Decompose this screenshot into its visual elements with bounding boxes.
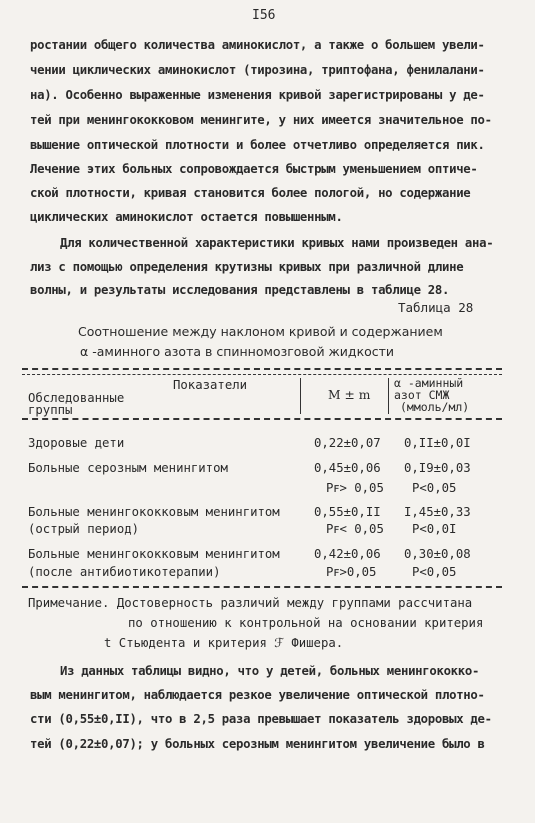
table-rule-bottom <box>22 586 502 588</box>
column-divider <box>388 378 389 414</box>
text-line: Лечение этих больных сопровождается быстрым уменьшением оптиче- <box>30 162 478 176</box>
text-line: Для количественной характеристики кривых нами произведен ана- <box>60 236 494 250</box>
table-row-mean: 0,55±0,II <box>314 505 381 519</box>
table-note: Примечание. Достоверность различий между группами рассчитана <box>28 596 473 610</box>
table-row-group: Здоровые дети <box>28 436 125 450</box>
table-row-mean: 0,22±0,07 <box>314 436 381 450</box>
text-line: волны, и результаты исследования представлены в таблице 28. <box>30 283 450 297</box>
text-line: сти (0,55±0,II), что в 2,5 раза превышает показатель здоровых де- <box>30 712 492 726</box>
header-azot: α -аминный <box>394 376 464 390</box>
table-note: t Стьюдента и критерия ℱ Фишера. <box>104 636 344 650</box>
table-label: Таблица 28 <box>398 300 474 315</box>
text-line: ростании общего количества аминокислот, а также о большем увели- <box>30 38 485 52</box>
text-line: вышение оптической плотности и более отчетливо определяется пик. <box>30 138 485 152</box>
table-row-p: P<0,0I <box>412 522 457 536</box>
table-row-azot: 0,I9±0,03 <box>404 461 471 475</box>
text-line: тей (0,22±0,07); у больных серозным менингитом увеличение было в <box>30 737 485 751</box>
table-row-azot: 0,II±0,0I <box>404 436 471 450</box>
table-row-group: Больные серозным менингитом <box>28 461 228 475</box>
table-row-p: Pꜰ> 0,05 <box>326 481 384 495</box>
header-mean: M ± m <box>328 388 371 402</box>
text-line: Из данных таблицы видно, что у детей, больных менингококко- <box>60 664 480 678</box>
table-row-p: P<0,05 <box>412 565 457 579</box>
table-title: α -аминного азота в спинномозговой жидкости <box>80 344 395 359</box>
header-groups: Обследованные <box>28 391 125 405</box>
text-line: вым менингитом, наблюдается резкое увеличение оптической плотно- <box>30 688 485 702</box>
table-title: Соотношение между наклоном кривой и содержанием <box>78 324 443 339</box>
text-line: ской плотности, кривая становится более пологой, но содержание <box>30 186 471 200</box>
text-line: лиз с помощью определения крутизны кривых при различной длине <box>30 260 464 274</box>
table-row-p: Pꜰ< 0,05 <box>326 522 384 536</box>
table-row-group: (после антибиотикотерапии) <box>28 565 221 579</box>
header-rule-top-2 <box>22 374 502 375</box>
table-row-group: (острый период) <box>28 522 140 536</box>
header-azot: (ммоль/мл) <box>400 400 470 414</box>
table-row-p: Pꜰ>0,05 <box>326 565 377 579</box>
header-azot: азот СМЖ <box>394 388 450 402</box>
header-indicators: Показатели <box>173 378 248 392</box>
table-row-p: P<0,05 <box>412 481 457 495</box>
text-line: чении циклических аминокислот (тирозина, триптофана, фенилалани- <box>30 63 485 77</box>
table-row-azot: 0,30±0,08 <box>404 547 471 561</box>
table-row-group: Больные менингококковым менингитом <box>28 505 280 519</box>
header-rule-top <box>22 368 502 370</box>
table-row-group: Больные менингококковым менингитом <box>28 547 280 561</box>
text-line: циклических аминокислот остается повышенным. <box>30 210 343 224</box>
table-row-mean: 0,45±0,06 <box>314 461 381 475</box>
table-note: по отношению к контрольной на основании критерия <box>128 616 484 630</box>
table-row-mean: 0,42±0,06 <box>314 547 381 561</box>
column-divider <box>300 378 301 414</box>
table-row-azot: I,45±0,33 <box>404 505 471 519</box>
header-rule-bottom <box>22 418 502 420</box>
text-line: тей при менингококковом менингите, у них имеется значительное по- <box>30 113 492 127</box>
page-number: I56 <box>252 8 276 23</box>
text-line: на). Особенно выраженные изменения кривой зарегистрированы у де- <box>30 88 485 102</box>
header-groups: группы <box>28 403 73 417</box>
